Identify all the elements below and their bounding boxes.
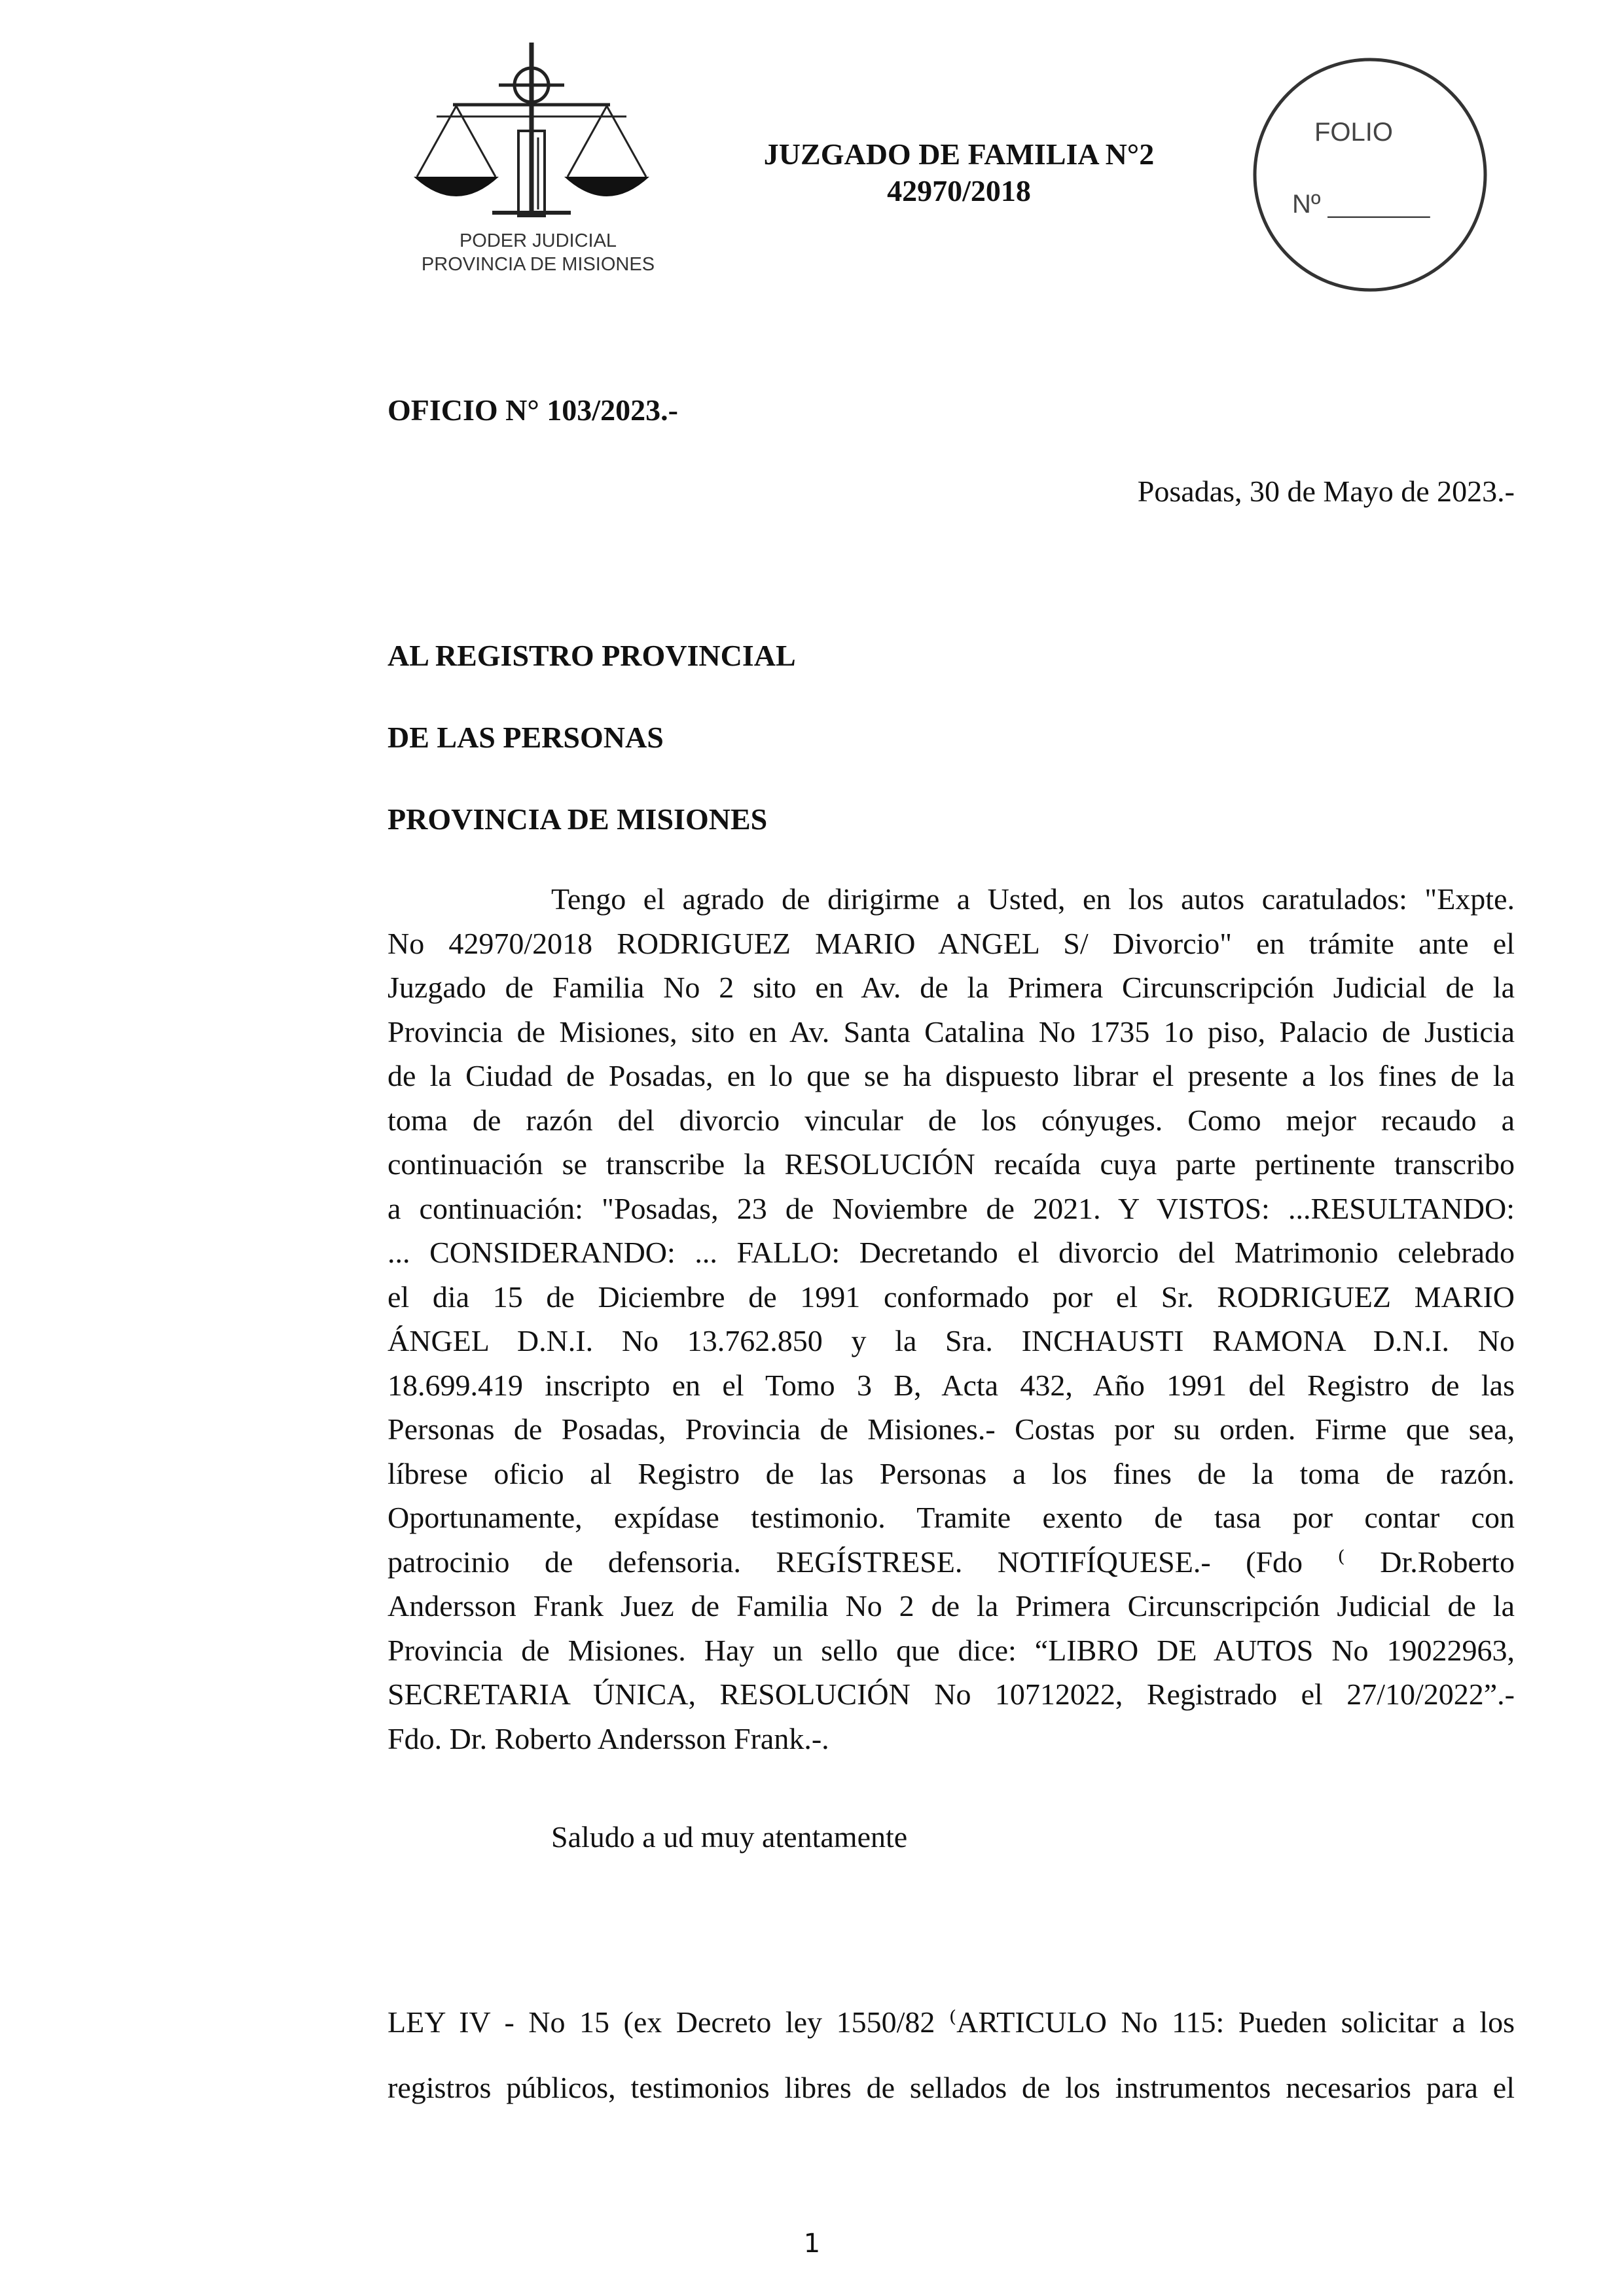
body-line: a continuación: "Posadas, 23 de Noviembre de 2021. Y VISTOS: ...RESULTANDO: [388, 1191, 1515, 1225]
poder-judicial-logo [401, 39, 676, 288]
body-line: de la Ciudad de Posadas, en lo que se ha dispuesto librar el presente a los fines de la [388, 1059, 1515, 1092]
court-name: JUZGADO DE FAMILIA N°2 [763, 137, 1155, 171]
law-line: LEY IV - No 15 (ex Decreto ley 1550/82 ⁽ARTICULO No 115: Pueden solicitar a los [388, 2005, 1515, 2039]
body-line: Juzgado de Familia No 2 sito en Av. de la Primera Circunscripción Judicial de la [388, 971, 1515, 1004]
recipient-line-1: AL REGISTRO PROVINCIAL [388, 639, 796, 672]
folio-stamp [1249, 54, 1491, 296]
body-paragraph [388, 877, 1515, 1761]
court-header [720, 136, 1198, 209]
body-line: Provincia de Misiones. Hay un sello que dice: “LIBRO DE AUTOS No 19022963, [388, 1633, 1515, 1667]
logo-line-2: PROVINCIA DE MISIONES [421, 254, 655, 275]
body-line: ... CONSIDERANDO: ... FALLO: Decretando el divorcio del Matrimonio celebrado [388, 1236, 1515, 1269]
body-line: líbrese oficio al Registro de las Personas a los fines de la toma de razón. [388, 1456, 1515, 1490]
folio-number-label: Nº _______ [1292, 190, 1430, 219]
law-reference [388, 1990, 1515, 2121]
body-line: Fdo. Dr. Roberto Andersson Frank.-. [388, 1721, 829, 1755]
body-line: Tengo el agrado de dirigirme a Usted, en los autos caratulados: "Expte. [551, 882, 1515, 916]
page-number: 1 [803, 2229, 821, 2259]
date-line: Posadas, 30 de Mayo de 2023.- [1137, 475, 1515, 508]
recipient-line-3: PROVINCIA DE MISIONES [388, 802, 768, 836]
body-line: Personas de Posadas, Provincia de Misiones.- Costas por su orden. Firme que sea, [388, 1412, 1515, 1446]
folio-circle-icon [1249, 54, 1491, 296]
body-line: No 42970/2018 RODRIGUEZ MARIO ANGEL S/ Divorcio" en trámite ante el [388, 926, 1515, 960]
closing-salutation: Saludo a ud muy atentamente [551, 1820, 908, 1854]
case-number: 42970/2018 [887, 174, 1031, 207]
body-line: el dia 15 de Diciembre de 1991 conformado por el Sr. RODRIGUEZ MARIO [388, 1280, 1515, 1314]
body-line: toma de razón del divorcio vincular de los cónyuges. Como mejor recaudo a [388, 1103, 1515, 1137]
body-line: Andersson Frank Juez de Familia No 2 de la Primera Circunscripción Judicial de la [388, 1589, 1515, 1623]
body-line: Provincia de Misiones, sito en Av. Santa Catalina No 1735 1o piso, Palacio de Justicia [388, 1014, 1515, 1049]
recipient-line-2: DE LAS PERSONAS [388, 721, 664, 754]
body-line: patrocinio de defensoria. REGÍSTRESE. NOTIFÍQUESE.- (Fdo ⁽ Dr.Roberto [388, 1545, 1515, 1579]
body-line: SECRETARIA ÚNICA, RESOLUCIÓN No 10712022, Registrado el 27/10/2022”.- [388, 1677, 1515, 1711]
body-line: Oportunamente, expídase testimonio. Tramite exento de tasa por contar con [388, 1501, 1515, 1534]
body-line: continuación se transcribe la RESOLUCIÓN recaída cuya parte pertinente transcribo [388, 1147, 1515, 1181]
folio-label: FOLIO [1314, 118, 1394, 147]
logo-line-1: PODER JUDICIAL [459, 230, 617, 251]
body-line: ÁNGEL D.N.I. No 13.762.850 y la Sra. INCHAUSTI RAMONA D.N.I. No [388, 1324, 1515, 1357]
oficio-title: OFICIO N° 103/2023.- [388, 393, 678, 427]
law-line: registros públicos, testimonios libres de sellados de los instrumentos necesarios para el [388, 2071, 1515, 2104]
body-line: 18.699.419 inscripto en el Tomo 3 B, Acta 432, Año 1991 del Registro de las [388, 1368, 1515, 1402]
